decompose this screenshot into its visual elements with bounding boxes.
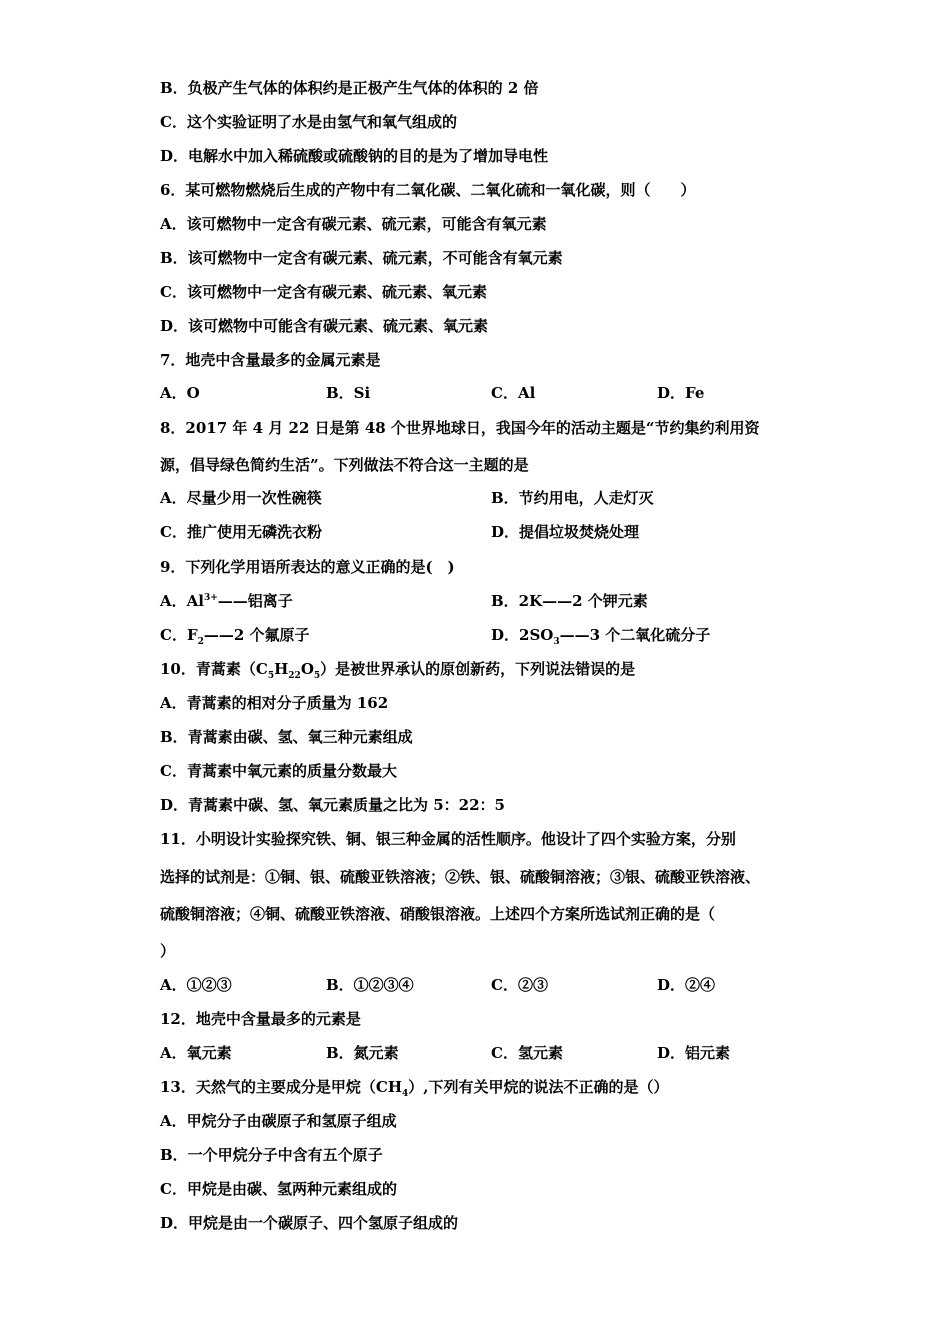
q12-stem: 12．地壳中含量最多的元素是 <box>160 1010 361 1028</box>
q9-option-a-suffix: ——铝离子 <box>217 592 293 610</box>
q13-stem-part2: ）,下列有关甲烷的说法不正确的是（） <box>408 1078 669 1096</box>
q10-stem-part3: O <box>300 660 314 678</box>
q10-option-a: A．青蒿素的相对分子质量为 162 <box>160 694 389 712</box>
q12-option-d: D．铝元素 <box>657 1044 731 1062</box>
q13-option-d: D．甲烷是由一个碳原子、四个氢原子组成的 <box>160 1214 459 1232</box>
q10-stem-part1: 10．青蒿素（C <box>160 660 268 678</box>
q9-option-c-subscript: 2 <box>197 637 204 647</box>
q8-option-a: A．尽量少用一次性碗筷 <box>160 489 322 507</box>
q9-option-a-charge: 3+ <box>203 593 218 603</box>
q6-option-a: A．该可燃物中一定含有碳元素、硫元素，可能含有氧元素 <box>160 215 547 233</box>
q9-option-a-prefix: A．Al <box>160 592 204 610</box>
q11-stem-line4: ） <box>160 942 176 960</box>
q6-option-c: C．该可燃物中一定含有碳元素、硫元素、氧元素 <box>160 283 487 301</box>
q11-option-b: B．①②③④ <box>326 976 414 994</box>
q8-stem-line2: 源，倡导绿色简约生活”。下列做法不符合这一主题的是 <box>160 456 529 474</box>
q7-option-a: A．O <box>160 384 200 402</box>
q8-option-c: C．推广使用无磷洗衣粉 <box>160 523 322 541</box>
q9-option-c <box>160 625 310 645</box>
q7-option-d: D．Fe <box>657 384 705 402</box>
q6-option-d: D．该可燃物中可能含有碳元素、硫元素、氧元素 <box>160 317 489 335</box>
q9-option-d-prefix: D．2SO <box>491 626 554 644</box>
q13-subscript: 4 <box>402 1089 409 1099</box>
q13-stem <box>160 1077 800 1097</box>
q11-stem-line2: 选择的试剂是：①铜、银、硫酸亚铁溶液；②铁、银、硫酸铜溶液；③银、硫酸亚铁溶液、 <box>160 868 761 886</box>
q5-option-d: D．电解水中加入稀硫酸或硫酸钠的目的是为了增加导电性 <box>160 147 549 165</box>
q7-option-b: B．Si <box>326 384 371 402</box>
q9-option-d <box>491 625 710 645</box>
q8-stem-line1: 8．2017 年 4 月 22 日是第 48 个世界地球日，我国今年的活动主题是“节约集约利用资 <box>160 419 760 437</box>
q9-option-d-suffix: ——3 个二氧化硫分子 <box>559 626 711 644</box>
q13-stem-part1: 13．天然气的主要成分是甲烷（CH <box>160 1078 402 1096</box>
q9-stem: 9．下列化学用语所表达的意义正确的是( ) <box>160 558 455 576</box>
q10-stem-part4: ）是被世界承认的原创新药，下列说法错误的是 <box>320 660 636 678</box>
q10-option-c: C．青蒿素中氧元素的质量分数最大 <box>160 762 397 780</box>
q5-option-b: B．负极产生气体的体积约是正极产生气体的体积的 2 倍 <box>160 79 539 97</box>
q7-stem: 7．地壳中含量最多的金属元素是 <box>160 351 381 369</box>
q11-option-c: C．②③ <box>491 976 548 994</box>
q6-option-b: B．该可燃物中一定含有碳元素、硫元素，不可能含有氧元素 <box>160 249 563 267</box>
q8-option-d: D．提倡垃圾焚烧处理 <box>491 523 640 541</box>
q6-stem: 6．某可燃物燃烧后生成的产物中有二氧化碳、二氧化硫和一氧化碳，则（ ） <box>160 181 696 199</box>
q10-stem-part2: H <box>274 660 289 678</box>
q10-sub1: 5 <box>267 671 275 681</box>
q10-stem <box>160 659 800 679</box>
q7-option-c: C．Al <box>491 384 536 402</box>
q9-option-b: B．2K——2 个钾元素 <box>491 592 648 610</box>
q5-option-c: C．这个实验证明了水是由氢气和氧气组成的 <box>160 113 457 131</box>
q10-sub2: 22 <box>288 671 301 681</box>
q11-option-d: D．②④ <box>657 976 716 994</box>
q13-option-a: A．甲烷分子由碳原子和氢原子组成 <box>160 1112 397 1130</box>
q10-option-b: B．青蒿素由碳、氢、氧三种元素组成 <box>160 728 413 746</box>
q12-option-b: B．氮元素 <box>326 1044 399 1062</box>
q9-option-a <box>160 591 293 611</box>
q11-option-a: A．①②③ <box>160 976 232 994</box>
q13-option-b: B．一个甲烷分子中含有五个原子 <box>160 1146 383 1164</box>
q9-option-c-suffix: ——2 个氟原子 <box>203 626 310 644</box>
q12-option-c: C．氢元素 <box>491 1044 563 1062</box>
q11-stem-line1: 11．小明设计实验探究铁、铜、银三种金属的活性顺序。他设计了四个实验方案，分别 <box>160 830 736 848</box>
q10-option-d: D．青蒿素中碳、氢、氧元素质量之比为 5：22：5 <box>160 796 505 814</box>
q10-sub3: 5 <box>313 671 321 681</box>
q12-option-a: A．氧元素 <box>160 1044 232 1062</box>
q9-option-c-prefix: C．F <box>160 626 198 644</box>
q9-option-d-subscript: 3 <box>553 637 560 647</box>
q11-stem-line3: 硫酸铜溶液；④铜、硫酸亚铁溶液、硝酸银溶液。上述四个方案所选试剂正确的是（ <box>160 905 716 923</box>
q13-option-c: C．甲烷是由碳、氢两种元素组成的 <box>160 1180 397 1198</box>
q8-option-b: B．节约用电，人走灯灭 <box>491 489 654 507</box>
